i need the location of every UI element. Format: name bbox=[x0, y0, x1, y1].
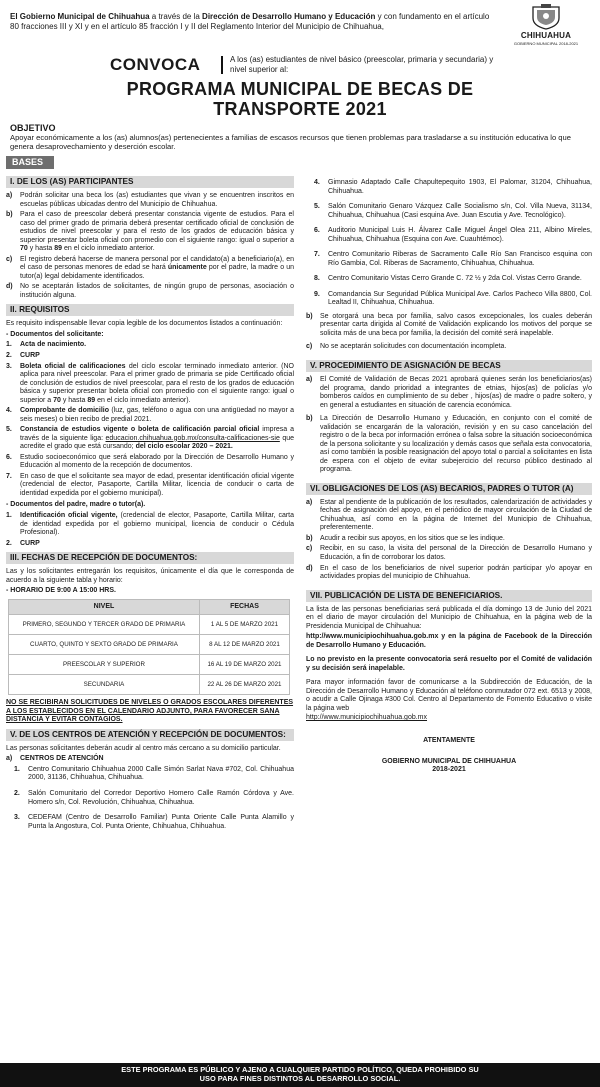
item-text: En el caso de los beneficiarios de nivel superior podrán participar y/o apoyar en actividades propias del municipio de Chihuahua. bbox=[320, 564, 592, 581]
municipal-logo bbox=[500, 4, 592, 48]
fechas-intro: Las y los solicitantes entregarán los requisitos, únicamente el día que le corresponda de acuerdo a la siguiente tabla y horario: bbox=[6, 568, 294, 584]
item-bold: 89 bbox=[87, 396, 96, 404]
list-item bbox=[6, 363, 294, 406]
informacion-text: Para mayor información favor de comunicarse a la Subdirección de Educación, de la Dirección de Desarrollo Humano y Educación al teléfono conmutador 072 ext. 6513 y 2008, o acudir a Calle Ojinaga #300 Col. Centro al Departamento de Fomento Educativo o visite la página web bbox=[306, 679, 592, 712]
footer-disclaimer bbox=[0, 1063, 600, 1087]
item-text-part: (credencial de elector, Pasaporte, Cartilla Militar, carta de identidad expedida por el gobierno municipal, licencia de conducir o Cédula Profesional). bbox=[20, 512, 295, 537]
item-bold: Comprobante de domicilio bbox=[20, 407, 110, 415]
convoca-text: A los (as) estudiantes de nivel básico (preescolar, primaria y secundaria) y nivel superior al: bbox=[230, 55, 494, 74]
item-bold: 70 bbox=[53, 396, 61, 404]
list-item bbox=[306, 565, 592, 582]
list-item bbox=[6, 426, 294, 452]
title-line-1: PROGRAMA MUNICIPAL DE BECAS DE bbox=[126, 79, 474, 99]
item-marker: b) bbox=[306, 312, 313, 320]
table-cell: 1 AL 5 DE MARZO 2021 bbox=[199, 615, 289, 635]
list-item bbox=[6, 256, 294, 282]
list-item bbox=[6, 283, 294, 300]
list-item bbox=[306, 545, 592, 562]
item-text: Estudio socioeconómico que será elaborado por la Dirección de Desarrollo Humano y Educación al momento de la recepción de documentos. bbox=[20, 453, 294, 470]
table-cell: 22 AL 26 DE MARZO 2021 bbox=[199, 675, 289, 695]
item-marker: 3. bbox=[14, 814, 20, 822]
list-item bbox=[306, 343, 592, 352]
item-bold: Boleta oficial de calificaciones bbox=[20, 362, 126, 370]
list-item bbox=[306, 291, 592, 308]
fechas-warning: NO SE RECIBIRAN SOLICITUDES DE NIVELES O GRADOS ESCOLARES DIFERENTES A LOS ESTABLECIDOS EN EL CALENDARIO ADJUNTO, PARA FAVORECER SANA DISTANCIA Y EVITAR CONTAGIOS. bbox=[6, 699, 294, 724]
logo-subtext: GOBIERNO MUNICIPAL 2018-2021 bbox=[513, 40, 579, 46]
item-marker: 5. bbox=[6, 426, 12, 434]
item-marker: 7. bbox=[314, 251, 320, 259]
item-marker: 4. bbox=[6, 407, 12, 415]
item-text: CURP bbox=[20, 539, 40, 547]
list-item bbox=[6, 814, 294, 831]
centros-intro: Las personas solicitantes deberán acudir al centro más cercano a su domicilio particular. bbox=[6, 744, 281, 752]
item-text: No se aceptarán listados de solicitantes, de ningún grupo de personas, asociación o institución alguna. bbox=[20, 283, 294, 299]
coat-of-arms-icon bbox=[529, 4, 563, 30]
item-text: Salón Comunitario Genaro Vázquez Calle Socialismo s/n, Col. Villa Nueva, 31134, Chihuahua, Chihuahua (Casi esquina Ave. Juan Escutia y Ave. Tecnológico). bbox=[328, 203, 592, 219]
item-bold: únicamente bbox=[167, 264, 207, 272]
item-marker: c) bbox=[306, 343, 313, 351]
section-centros-heading: V. DE LOS CENTROS DE ATENCIÓN Y RECEPCIÓN DE DOCUMENTOS: bbox=[6, 729, 294, 741]
item-text: CEDEFAM (Centro de Desarrollo Familiar) Punta Oriente Calle Punta Alamillo y Punta la Angostura, Col. Punta Oriente, Chihuahua, Chihuahua. bbox=[28, 814, 294, 830]
left-column bbox=[6, 172, 294, 833]
item-text-part: y hasta bbox=[27, 245, 55, 253]
item-text-part: impresa a través de la siguiente liga: bbox=[20, 426, 294, 442]
list-item bbox=[6, 766, 294, 783]
item-text: La Dirección de Desarrollo Humano y Educación, en conjunto con el comité de validación se encargarán de la valoración, revisión y en su caso cancelación del registro o de la beca por información errónea o falsa sobre la situación socioeconómica de la persona solicitante y su localización y demás casos que señala esta convocatoria, así como también la posible reasignación del apoyo total o parcial a solicitantes en lista de espera con el objeto de evitar subejercicio del recurso público destinado al programa. bbox=[320, 415, 592, 474]
item-bold: 70 bbox=[20, 245, 28, 253]
item-text-part: del ciclo escolar terminado inmediato anterior. (NO aplica para nivel preescolar. Para el primer grado de primaria se pide Certificado oficial de conclusión de estudios de nivel preescolar, para el resto de los grados de educación básica y superior presentar boleta oficial con promedio con el siguiente rango: igual o superior a bbox=[20, 362, 294, 404]
list-item bbox=[306, 376, 592, 410]
section-publicacion-heading: VII. PUBLICACIÓN DE LISTA DE BENEFICIARIOS. bbox=[306, 590, 592, 602]
table-header-row bbox=[9, 599, 290, 615]
table-row bbox=[9, 635, 290, 655]
item-text bbox=[20, 256, 294, 282]
item-text: Comandancia Sur Seguridad Pública Municipal Ave. Carlos Pacheco Villa 8800, Col. Lealtad II, Chihuahua, Chihuahua. bbox=[328, 290, 592, 307]
item-bold: del ciclo escolar 2020 – 2021. bbox=[135, 443, 233, 451]
requisitos-sub-solicitante: - Documentos del solicitante: bbox=[6, 330, 104, 338]
right-column bbox=[306, 178, 592, 775]
item-marker: c) bbox=[6, 255, 13, 263]
header-text-1: a través de la bbox=[149, 12, 203, 21]
item-marker: a) bbox=[306, 498, 313, 506]
item-text-part: por el padre, la madre o un tutor(a) legal debidamente identificados. bbox=[20, 264, 294, 280]
list-item bbox=[306, 179, 592, 196]
item-text-part: El registro deberá hacerse de manera personal por el candidato(a) a beneficiario(a), en el caso de personas menores de edad se hará bbox=[20, 255, 294, 272]
item-marker: 3. bbox=[6, 362, 12, 370]
bases-label: BASES bbox=[6, 156, 54, 169]
section-requisitos-heading: II. REQUISITOS bbox=[6, 304, 294, 316]
calificaciones-link[interactable]: educacion.chihuahua.gob.mx/consulta-calificaciones-sie bbox=[105, 434, 280, 442]
list-item bbox=[306, 415, 592, 475]
fechas-table bbox=[8, 599, 290, 696]
item-marker: 4. bbox=[314, 179, 320, 186]
item-bold: Identificación oficial vigente, bbox=[20, 512, 118, 519]
item-marker: 1. bbox=[14, 765, 20, 773]
list-item bbox=[6, 454, 294, 471]
item-text bbox=[20, 407, 294, 424]
section-obligaciones-heading: VI. OBLIGACIONES DE LOS (AS) BECARIOS, PADRES O TUTOR (A) bbox=[306, 483, 592, 495]
requisitos-intro: Es requisito indispensable llevar copia legible de los documentos listados a continuación: bbox=[6, 320, 283, 328]
item-marker: 2. bbox=[6, 539, 12, 547]
item-marker: 6. bbox=[314, 227, 320, 235]
item-text-part: y hasta bbox=[60, 396, 88, 404]
list-item bbox=[306, 227, 592, 244]
item-marker: 9. bbox=[314, 290, 320, 298]
municipio-link[interactable]: http://www.municipiochihuahua.gob.mx bbox=[306, 714, 428, 722]
item-text: Centro Comunitario Vistas Cerro Grande C. 72 ½ y 2da Col. Vistas Cerro Grande. bbox=[328, 275, 582, 283]
item-text-part: Para el caso de preescolar deberá presentar constancia vigente de estudios. Para el caso del primer grado de primaria deberá presentar certificado oficial de conclusión de estudios de nivel preescolar y para el resto de los grados de educación básica y superior presentar boleta oficial con promedio con el siguiente rango: igual o superior a bbox=[20, 211, 294, 244]
table-row bbox=[9, 655, 290, 675]
item-text: Acudir a recibir sus apoyos, en los sitios que se les indique. bbox=[320, 534, 505, 542]
item-marker: 5. bbox=[314, 203, 320, 211]
list-item bbox=[6, 512, 294, 538]
item-marker: 2. bbox=[6, 351, 12, 359]
item-marker: d) bbox=[306, 564, 313, 572]
list-item bbox=[6, 790, 294, 807]
item-text: No se aceptarán solicitudes con documentación incompleta. bbox=[320, 343, 507, 351]
horario-label: - HORARIO DE 9:00 A 15:00 HRS. bbox=[6, 587, 116, 595]
item-marker: 7. bbox=[6, 472, 12, 480]
table-cell: CUARTO, QUINTO Y SEXTO GRADO DE PRIMARIA bbox=[9, 635, 200, 655]
title-line-2: TRANSPORTE 2021 bbox=[213, 99, 387, 120]
item-marker: b) bbox=[306, 534, 313, 542]
item-text: El Comité de Validación de Becas 2021 aprobará quienes serán los beneficiarios(as) del programa, dando prioridad a integrantes de etnias, hijos(as) de policías y/o bomberos caídos en cumplimiento de su deber , hijos(as) de madre o padre soltero, y en general a estudiantes en situación de carencia económica. bbox=[320, 375, 592, 409]
item-marker: 8. bbox=[314, 275, 320, 283]
footer-line-1: ESTE PROGRAMA ES PÚBLICO Y AJENO A CUALQUIER PARTIDO POLÍTICO, QUEDA PROHIBIDO SU bbox=[121, 1065, 479, 1074]
list-item bbox=[306, 251, 592, 268]
list-item bbox=[6, 473, 294, 499]
table-header: FECHAS bbox=[199, 599, 289, 615]
section-participantes-heading: I. DE LOS (AS) PARTICIPANTES bbox=[6, 176, 294, 188]
requisitos-sub-padre: - Documentos del padre, madre o tutor(a). bbox=[6, 501, 146, 509]
list-item bbox=[306, 275, 592, 284]
item-text: Centro Comunitario Riberas de Sacramento Calle Río San Francisco esquina con Río Gambia, Col. Riberas de Sacramento, Chihuahua, Chihuahua. bbox=[328, 251, 592, 267]
list-item bbox=[6, 352, 294, 361]
item-marker: d) bbox=[6, 283, 13, 291]
objetivo-heading: OBJETIVO bbox=[10, 123, 56, 133]
convoca-divider bbox=[221, 56, 223, 74]
header-text-2: y con fundamento en el artículo 80 fracciones III y XI y en el artículo 85 fracción I y II del Reglamento Interior del Municipio de Chihuahua, bbox=[10, 12, 490, 31]
program-title bbox=[40, 79, 560, 119]
list-item bbox=[6, 407, 294, 424]
item-marker: 1. bbox=[6, 341, 12, 349]
no-previsto-text: Lo no previsto en la presente convocatoria será resuelto por el Comité de validación y su decisión será inapelable. bbox=[306, 656, 592, 672]
atentamente: ATENTAMENTE bbox=[423, 736, 475, 744]
item-marker: 6. bbox=[6, 453, 12, 461]
table-cell: PREESCOLAR Y SUPERIOR bbox=[9, 655, 200, 675]
item-text: CURP bbox=[20, 351, 40, 359]
item-text-part: (luz, gas, teléfono o agua con una antigüedad no mayor a seis meses) o bien recibo de predial 2021. bbox=[20, 407, 294, 423]
firma-gobierno: GOBIERNO MUNICIPAL DE CHIHUAHUA bbox=[381, 757, 517, 765]
convoca-heading: CONVOCA bbox=[110, 55, 201, 74]
item-text bbox=[20, 211, 294, 254]
item-marker: a) bbox=[6, 192, 13, 199]
item-marker: a) bbox=[306, 375, 313, 383]
list-item bbox=[306, 203, 592, 220]
item-marker: 2. bbox=[14, 789, 20, 797]
item-text: Estar al pendiente de la publicación de los resultados, calendarización de actividades y fechas de asignación del apoyo, en el periódico de mayor circulación de la Ciudad de Chihuahua, así como en la página de Internet del Municipio de Chihuahua, preferentemente. bbox=[320, 498, 592, 532]
item-marker: a) bbox=[6, 755, 13, 763]
section-fechas-heading: III. FECHAS DE RECEPCIÓN DE DOCUMENTOS: bbox=[6, 552, 294, 564]
item-text bbox=[20, 512, 294, 538]
item-text: Centro Comunitario Chihuahua 2000 Calle Simón Sarlat Nava #702, Col. Chihuahua 2000, 31136, Chihuahua, Chihuahua. bbox=[28, 765, 294, 782]
list-item bbox=[6, 341, 294, 350]
item-text: CENTROS DE ATENCIÓN bbox=[20, 755, 104, 763]
list-item bbox=[6, 192, 294, 209]
item-marker: 1. bbox=[6, 512, 12, 519]
table-header: NIVEL bbox=[9, 599, 200, 615]
item-marker: c) bbox=[306, 545, 313, 553]
list-item bbox=[6, 211, 294, 254]
item-text: Salón Comunitario del Corredor Deportivo Homero Calle Ramón Córdova y Ave. Homero s/n, Col. Revolución, Chihuahua, Chihuahua. bbox=[28, 789, 294, 806]
publicacion-text: La lista de las personas beneficiarias será publicada el día domingo 13 de Junio del 2021 en el diario de mayor circulación del Municipio de Chihuahua, en la página web de la Presidencia Municipal de Chihuahua: bbox=[306, 605, 592, 630]
list-item bbox=[6, 540, 294, 549]
list-item bbox=[306, 313, 592, 339]
item-text: En caso de que el solicitante sea mayor de edad, presentar identificación oficial vigente (credencial de elector, Pasaporte, Cartilla Militar, licencia de conducir o carta de identidad expedida por el gobierno municipal). bbox=[20, 472, 294, 497]
item-bold: Constancia de estudios vigente o boleta de calificación parcial oficial bbox=[20, 426, 260, 434]
table-cell: 8 AL 12 DE MARZO 2021 bbox=[199, 635, 289, 655]
firma-periodo: 2018-2021 bbox=[432, 766, 466, 774]
item-text: Auditorio Municipal Luis H. Álvarez Calle Miguel Ángel Olea 211, Albino Mireles, Chihuahua, Chihuahua (Esquina con Ave. Cuauhtémoc). bbox=[328, 227, 592, 243]
item-text bbox=[20, 426, 294, 452]
item-marker: b) bbox=[6, 211, 13, 219]
table-cell: PRIMERO, SEGUNDO Y TERCER GRADO DE PRIMARIA bbox=[9, 615, 200, 635]
table-cell: SECUNDARIA bbox=[9, 675, 200, 695]
item-text: Gimnasio Adaptado Calle Chapultepequito 1903, El Palomar, 31204, Chihuahua, Chihuahua. bbox=[328, 179, 592, 195]
item-text-part: que acredite el grado que está cursando; bbox=[20, 434, 294, 451]
item-text: Acta de nacimiento. bbox=[20, 341, 87, 349]
header-org: El Gobierno Municipal de Chihuahua bbox=[10, 12, 150, 21]
item-marker: b) bbox=[306, 415, 313, 423]
centros-label bbox=[6, 755, 294, 764]
objetivo-text: Apoyar económicamente a los (as) alumnos(as) pertenecientes a familias de escasos recursos que tienen problemas para trasladarse a su institución educativa lo que genera desaprovechamiento y deserción escolar. bbox=[10, 133, 571, 152]
item-bold: 89 bbox=[54, 245, 63, 253]
logo-wordmark: CHIHUAHUA bbox=[520, 31, 572, 40]
header-paragraph bbox=[10, 12, 490, 31]
item-text: Podrán solicitar una beca los (as) estudiantes que vivan y se encuentren inscritos en escuelas públicas ubicadas dentro del Municipio de Chihuahua. bbox=[20, 192, 294, 208]
table-row bbox=[9, 615, 290, 635]
item-text: Recibir, en su caso, la visita del personal de la Dirección de Desarrollo Humano y Educación, a fin de corroborar los datos. bbox=[320, 545, 592, 561]
footer-line-2: USO PARA FINES DISTINTOS AL DESARROLLO SOCIAL. bbox=[199, 1073, 401, 1083]
item-text: Se otorgará una beca por familia, salvo casos excepcionales, los cuales deberán presentar carta dirigida al Comité de Validación explicando los motivos del porque se solicita más de una beca por familia, la decisión del comité será inapelable. bbox=[320, 312, 592, 337]
table-cell: 16 AL 19 DE MARZO 2021 bbox=[199, 655, 289, 675]
publicacion-web: http://www.municipiochihuahua.gob.mx y en la página de Facebook de la Dirección de Desarrollo Humano y Educación. bbox=[306, 633, 592, 649]
table-row bbox=[9, 675, 290, 695]
header-direction: Dirección de Desarrollo Humano y Educación bbox=[202, 12, 376, 21]
item-text-part: en el ciclo inmediato anterior. bbox=[62, 245, 155, 253]
list-item bbox=[306, 535, 592, 544]
item-text bbox=[20, 363, 294, 406]
item-text-part: en el ciclo inmediato anterior). bbox=[95, 396, 191, 404]
section-procedimiento-heading: V. PROCEDIMIENTO DE ASIGNACIÓN DE BECAS bbox=[306, 360, 592, 372]
list-item bbox=[306, 499, 592, 533]
